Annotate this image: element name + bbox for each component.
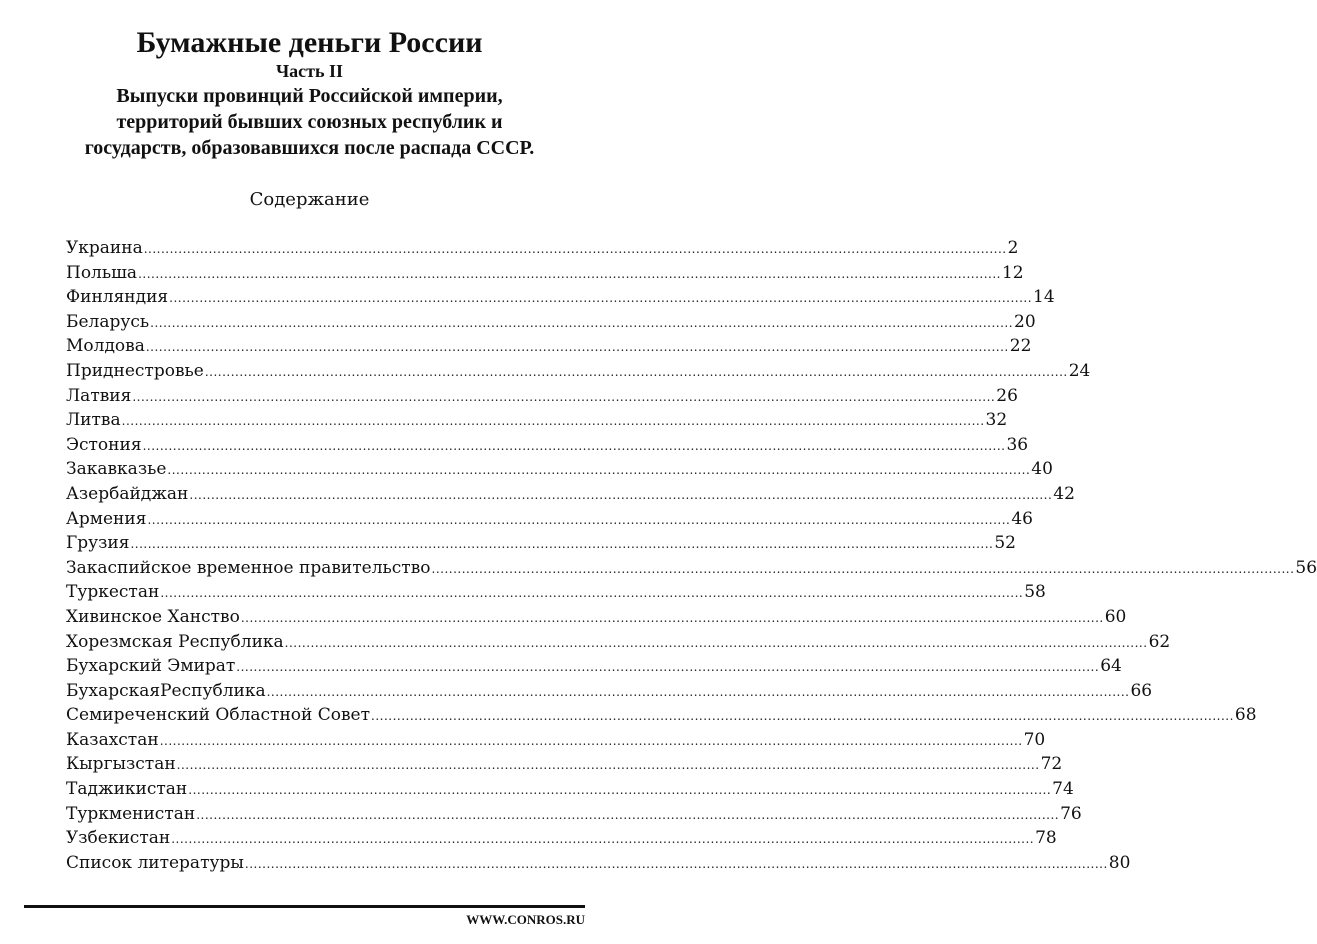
toc-dot-leader: ........................................................................................................................................................................................................ bbox=[138, 266, 1001, 281]
toc-dot-leader: ........................................................................................................................................................................................................ bbox=[169, 291, 1033, 306]
toc-dot-leader: ........................................................................................................................................................................................................ bbox=[204, 364, 1068, 379]
toc-entry-label: Финляндия bbox=[66, 287, 169, 308]
toc-entry-page: 58 bbox=[1024, 582, 1046, 603]
toc-dot-leader: ........................................................................................................................................................................................................ bbox=[121, 414, 985, 429]
table-of-contents bbox=[66, 236, 1317, 875]
toc-dot-leader: ........................................................................................................................................................................................................ bbox=[145, 340, 1009, 355]
toc-entry bbox=[66, 433, 1029, 458]
toc-entry bbox=[66, 728, 1046, 753]
toc-dot-leader: ........................................................................................................................................................................................................ bbox=[284, 635, 1148, 650]
toc-entry bbox=[66, 851, 1131, 876]
toc-entry bbox=[66, 752, 1063, 777]
toc-entry-page: 62 bbox=[1148, 631, 1171, 652]
toc-dot-leader: ........................................................................................................................................................................................................ bbox=[240, 610, 1104, 625]
toc-dot-leader: ........................................................................................................................................................................................................ bbox=[371, 709, 1234, 724]
toc-entry bbox=[66, 556, 1317, 581]
toc-entry-label: Польша bbox=[66, 262, 138, 283]
toc-entry bbox=[66, 408, 1008, 433]
website-url: WWW.CONROS.RU bbox=[466, 912, 585, 927]
toc-entry-page: 70 bbox=[1023, 729, 1046, 750]
toc-dot-leader: ........................................................................................................................................................................................................ bbox=[160, 586, 1024, 601]
toc-entry-page: 32 bbox=[985, 410, 1008, 431]
part-number: Часть II bbox=[275, 61, 344, 81]
toc-dot-leader: ........................................................................................................................................................................................................ bbox=[189, 487, 1053, 502]
toc-entry-page: 76 bbox=[1060, 803, 1082, 824]
toc-entry bbox=[66, 457, 1053, 482]
toc-dot-leader: ........................................................................................................................................................................................................ bbox=[266, 684, 1130, 699]
toc-dot-leader: ........................................................................................................................................................................................................ bbox=[431, 561, 1295, 576]
toc-entry-label: Список литературы bbox=[66, 852, 244, 873]
toc-entry-page: 26 bbox=[996, 385, 1018, 406]
toc-entry-label: Хивинское Ханство bbox=[66, 606, 240, 627]
toc-entry-label: Таджикистан bbox=[66, 779, 188, 800]
toc-entry-page: 22 bbox=[1009, 336, 1032, 357]
toc-entry-label: Литва bbox=[66, 410, 121, 431]
toc-entry-page: 68 bbox=[1234, 705, 1257, 726]
toc-entry-label: Хорезмская Республика bbox=[66, 631, 284, 652]
toc-entry-page: 12 bbox=[1001, 262, 1024, 283]
toc-entry-label: Закаспийское временное правительство bbox=[66, 557, 431, 578]
toc-entry bbox=[66, 654, 1122, 679]
toc-entry-label: Узбекистан bbox=[66, 828, 171, 849]
toc-dot-leader: ........................................................................................................................................................................................................ bbox=[150, 315, 1014, 330]
toc-entry bbox=[66, 605, 1127, 630]
footer-divider bbox=[24, 905, 585, 908]
toc-entry bbox=[66, 777, 1074, 802]
book-subtitle bbox=[0, 83, 619, 161]
toc-entry-label: Бухарский Эмират bbox=[66, 656, 236, 677]
toc-entry-page: 80 bbox=[1108, 852, 1131, 873]
toc-entry-page: 14 bbox=[1033, 287, 1055, 308]
toc-entry-page: 40 bbox=[1031, 459, 1053, 480]
toc-entry-label: Азербайджан bbox=[66, 483, 189, 504]
subtitle-line: Выпуски провинций Российской империи, bbox=[116, 85, 503, 107]
toc-entry bbox=[66, 826, 1057, 851]
toc-entry bbox=[66, 703, 1257, 728]
toc-entry-label: Беларусь bbox=[66, 311, 150, 332]
toc-dot-leader: ........................................................................................................................................................................................................ bbox=[159, 733, 1023, 748]
toc-entry-page: 66 bbox=[1130, 680, 1153, 701]
toc-entry bbox=[66, 384, 1018, 409]
toc-entry-label: БухарскаяРеспублика bbox=[66, 680, 266, 701]
toc-entry bbox=[66, 261, 1024, 286]
toc-entry-page: 20 bbox=[1014, 311, 1036, 332]
toc-entry bbox=[66, 580, 1046, 605]
toc-entry bbox=[66, 630, 1171, 655]
book-title: Бумажные деньги России bbox=[136, 26, 483, 59]
toc-entry-page: 46 bbox=[1011, 508, 1033, 529]
toc-dot-leader: ........................................................................................................................................................................................................ bbox=[171, 832, 1035, 847]
toc-entry-label: Казахстан bbox=[66, 729, 159, 750]
toc-entry bbox=[66, 482, 1075, 507]
toc-dot-leader: ........................................................................................................................................................................................................ bbox=[147, 512, 1011, 527]
toc-entry-page: 64 bbox=[1100, 656, 1122, 677]
toc-dot-leader: ........................................................................................................................................................................................................ bbox=[236, 660, 1100, 675]
toc-dot-leader: ........................................................................................................................................................................................................ bbox=[142, 438, 1006, 453]
toc-entry bbox=[66, 679, 1153, 704]
toc-entry-label: Туркестан bbox=[66, 582, 160, 603]
toc-dot-leader: ........................................................................................................................................................................................................ bbox=[188, 783, 1052, 798]
toc-entry-label: Семиреченский Областной Совет bbox=[66, 705, 371, 726]
toc-heading: Содержание bbox=[249, 189, 370, 210]
toc-entry-page: 56 bbox=[1295, 557, 1317, 578]
toc-dot-leader: ........................................................................................................................................................................................................ bbox=[132, 389, 996, 404]
toc-dot-leader: ........................................................................................................................................................................................................ bbox=[167, 463, 1031, 478]
toc-entry-label: Украина bbox=[66, 238, 143, 258]
toc-entry-page: 24 bbox=[1068, 360, 1091, 381]
toc-entry bbox=[66, 359, 1091, 384]
toc-entry bbox=[66, 285, 1055, 310]
toc-dot-leader: ........................................................................................................................................................................................................ bbox=[176, 758, 1040, 773]
toc-entry-label: Закавказье bbox=[66, 459, 167, 480]
toc-dot-leader: ........................................................................................................................................................................................................ bbox=[244, 856, 1108, 871]
subtitle-line: территорий бывших союзных республик и bbox=[116, 111, 503, 133]
toc-entry bbox=[66, 236, 1019, 261]
subtitle-line: государств, образовавшихся после распада СССР. bbox=[84, 137, 535, 159]
toc-dot-leader: ........................................................................................................................................................................................................ bbox=[143, 242, 1007, 256]
toc-entry bbox=[66, 531, 1016, 556]
toc-entry-page: 60 bbox=[1104, 606, 1127, 627]
toc-entry-label: Молдова bbox=[66, 336, 145, 357]
toc-entry-page: 74 bbox=[1052, 779, 1074, 800]
toc-entry-page: 36 bbox=[1006, 434, 1029, 455]
toc-dot-leader: ........................................................................................................................................................................................................ bbox=[196, 807, 1060, 822]
toc-entry-label: Латвия bbox=[66, 385, 132, 406]
toc-entry bbox=[66, 310, 1036, 335]
toc-entry bbox=[66, 802, 1082, 827]
toc-entry-label: Армения bbox=[66, 508, 147, 529]
toc-entry-page: 42 bbox=[1053, 483, 1075, 504]
toc-entry-page: 72 bbox=[1040, 754, 1063, 775]
toc-entry-label: Туркменистан bbox=[66, 803, 196, 824]
toc-entry bbox=[66, 507, 1033, 532]
toc-entry-label: Кыргызстан bbox=[66, 754, 176, 775]
toc-dot-leader: ........................................................................................................................................................................................................ bbox=[130, 537, 994, 552]
toc-entry-label: Приднестровье bbox=[66, 360, 204, 381]
toc-entry-label: Грузия bbox=[66, 533, 130, 554]
toc-entry-label: Эстония bbox=[66, 434, 142, 455]
toc-entry bbox=[66, 334, 1032, 359]
toc-entry-page: 78 bbox=[1035, 828, 1057, 849]
toc-entry-page: 2 bbox=[1007, 238, 1019, 258]
toc-entry-page: 52 bbox=[994, 533, 1016, 554]
